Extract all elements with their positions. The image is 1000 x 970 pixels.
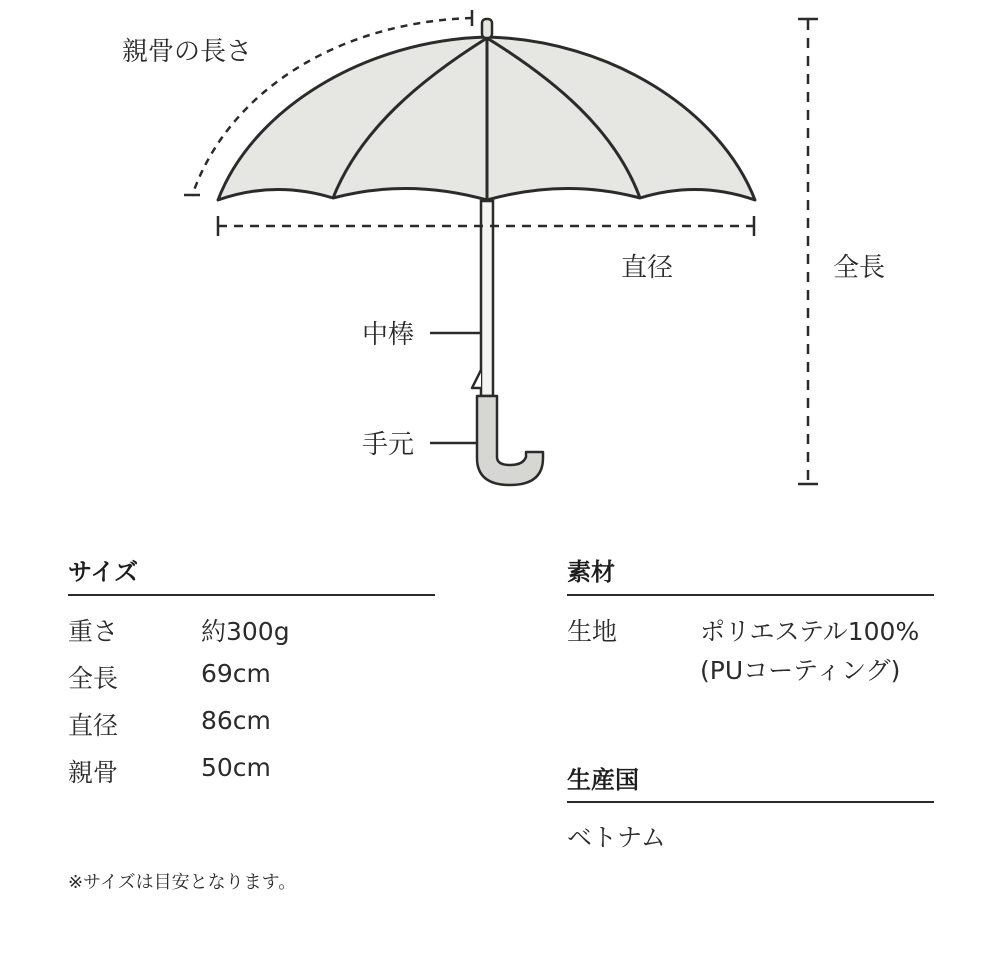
size-row-label: 重さ [68,617,119,646]
label-handle: 手元 [362,430,415,460]
umbrella-tip [482,19,492,38]
origin-section-divider [567,801,934,803]
material-section-divider [567,594,934,596]
label-diameter: 直径 [621,253,674,283]
label-shaft: 中棒 [362,320,415,350]
umbrella-handle [477,396,543,485]
size-row-label: 直径 [68,711,119,740]
material-section-title: 素材 [567,558,615,586]
material-row-value-line2: (PUコーティング) [700,656,901,685]
total-length-indicator [798,19,818,484]
label-rib-length: 親骨の長さ [122,37,253,67]
size-section-title: サイズ [68,558,139,586]
size-row-value: 69cm [201,659,271,688]
material-row-value-line1: ポリエステル100% [700,617,920,646]
size-row-label: 親骨 [68,758,119,787]
label-total-length: 全長 [833,253,886,283]
origin-section-title: 生産国 [567,766,639,794]
runner-catch [472,370,481,388]
origin-value: ベトナム [567,823,666,852]
size-row-label: 全長 [68,664,119,693]
material-row-label: 生地 [567,617,618,646]
size-row-value: 86cm [201,706,271,735]
size-row-value: 約300g [201,617,290,646]
size-section-divider [68,594,435,596]
footnote: ※サイズは目安となります。 [68,872,297,893]
umbrella-shaft [481,201,493,396]
size-row-value: 50cm [201,753,271,782]
